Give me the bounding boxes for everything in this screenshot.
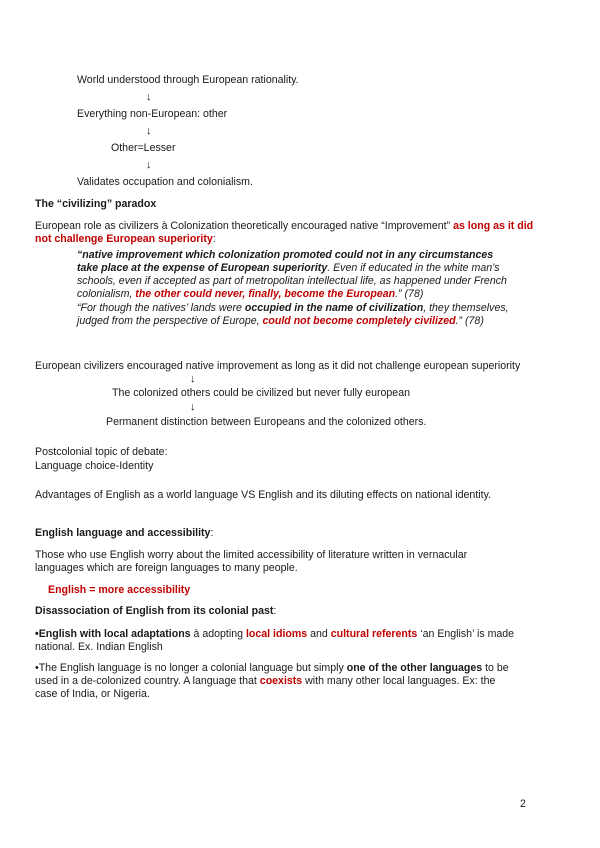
flow2-line2: The colonized others could be civilized but never fully european xyxy=(112,387,410,399)
flow1-step1: World understood through European rationality. xyxy=(77,74,299,86)
bullet2-highlight: coexists xyxy=(259,675,303,687)
quote1-bold: “native improvement which colonization promoted could not in any circumstances take place at the expense of European superiority xyxy=(77,249,494,274)
quote-1 xyxy=(77,249,517,301)
down-arrow-icon: ↓ xyxy=(146,91,152,103)
flow2-line1: European civilizers encouraged native improvement as long as it did not challenge european superiority xyxy=(35,360,521,372)
flow1-step4: Validates occupation and colonialism. xyxy=(77,176,253,188)
intro-colon: : xyxy=(212,233,216,245)
disassoc-heading xyxy=(35,605,276,618)
bullet1-text: à adopting xyxy=(190,628,246,640)
bullet1-and: and xyxy=(307,628,331,640)
quote-2 xyxy=(77,302,517,328)
bullet1-bold: •English with local adaptations xyxy=(35,628,191,640)
page-number: 2 xyxy=(520,798,526,810)
disassoc-heading-colon: : xyxy=(273,605,277,617)
bullet1-rest: ‘an English’ is made national. Ex. Indian English xyxy=(35,628,515,653)
down-arrow-icon: ↓ xyxy=(146,159,152,171)
bullet-1 xyxy=(35,628,520,654)
bullet2-text2: to be used in a de-colonized country. A language that xyxy=(35,662,509,687)
flow1-step3: Other=Lesser xyxy=(111,142,176,154)
quote1-highlight: the other could never, finally, become the European xyxy=(135,288,396,300)
down-arrow-icon: ↓ xyxy=(190,401,196,413)
access-heading xyxy=(35,527,213,540)
access-highlight: English = more accessibility xyxy=(48,584,191,596)
access-text: Those who use English worry about the limited accessibility of literature written in vernacular languages which are foreign languages to many people. xyxy=(35,549,468,574)
debate-line3: Advantages of English as a world language VS English and its diluting effects on national identity. xyxy=(35,489,492,501)
quote2-bold: occupied in the name of civilization xyxy=(244,302,424,314)
bullet-2 xyxy=(35,662,520,701)
bullet2-text: •The English language is no longer a colonial language but simply xyxy=(35,662,347,674)
quote1-cite: .” (78) xyxy=(395,288,424,300)
access-heading-text: English language and accessibility xyxy=(35,527,211,539)
civilizing-intro xyxy=(35,220,535,246)
access-heading-colon: : xyxy=(210,527,214,539)
debate-line2: Language choice-Identity xyxy=(35,460,154,472)
quote2-text: “For though the natives’ lands were xyxy=(77,302,245,314)
debate-line1: Postcolonial topic of debate: xyxy=(35,446,168,458)
quote2-highlight: could not become completely civilized xyxy=(262,315,456,327)
intro-highlight: as long as it did not challenge European superiority xyxy=(35,220,534,245)
intro-text: European role as civilizers à Colonization theoretically encouraged native “Improvement” xyxy=(35,220,454,232)
flow1-step2: Everything non-European: other xyxy=(77,108,228,120)
bullet1-highlight1: local idioms xyxy=(245,628,308,640)
bullet2-bold: one of the other languages xyxy=(346,662,483,674)
quote2-text2: , they themselves, judged from the perspective of Europe, xyxy=(77,302,509,327)
quote2-cite: .” (78) xyxy=(455,315,484,327)
civilizing-heading: The “civilizing” paradox xyxy=(35,198,157,210)
flow2-line3: Permanent distinction between Europeans and the colonized others. xyxy=(106,416,427,428)
down-arrow-icon: ↓ xyxy=(146,125,152,137)
quote1-text: . Even if educated in the white man’s schools, even if accepted as part of metropolitan intellectual life, as happened under French colonialism, xyxy=(77,262,507,300)
down-arrow-icon: ↓ xyxy=(190,373,196,385)
bullet2-rest: with many other local languages. Ex: the case of India, or Nigeria. xyxy=(35,675,496,700)
disassoc-heading-text: Disassociation of English from its colonial past xyxy=(35,605,274,617)
bullet1-highlight2: cultural referents xyxy=(330,628,418,640)
